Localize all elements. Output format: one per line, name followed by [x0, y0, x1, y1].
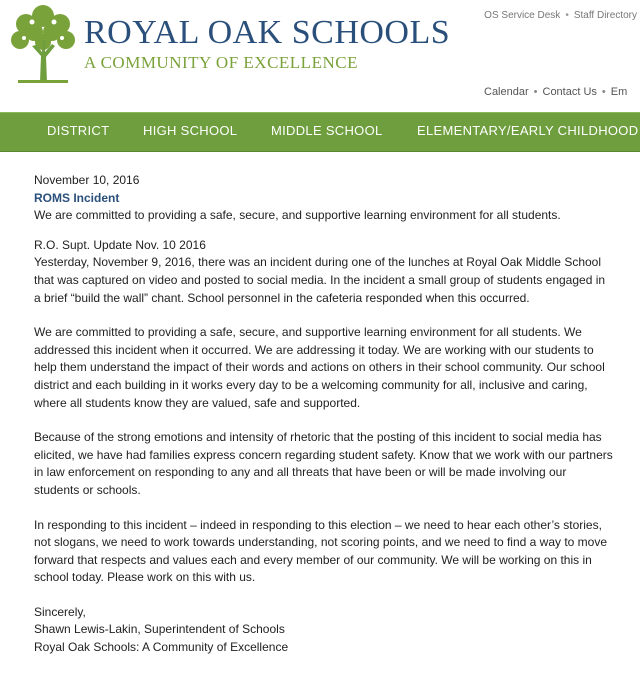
bullet-separator: •	[533, 86, 538, 98]
nav-item-elementary[interactable]: ELEMENTARY/EARLY CHILDHOOD	[417, 123, 639, 138]
brand-name[interactable]: ROYAL OAK SCHOOLS	[84, 14, 451, 51]
contact-us-link[interactable]: Contact Us	[542, 86, 597, 98]
nav-item-high-school[interactable]: HIGH SCHOOL	[143, 123, 238, 138]
signoff: Sincerely,	[34, 604, 86, 619]
email-link[interactable]: Em	[610, 86, 628, 98]
article	[34, 172, 614, 657]
article-summary: We are committed to providing a safe, secure, and supportive learning environment for all students.	[34, 208, 561, 223]
update-heading: R.O. Supt. Update Nov. 10 2016	[34, 237, 206, 252]
nav-item-middle-school[interactable]: MIDDLE SCHOOL	[271, 123, 383, 138]
calendar-link[interactable]: Calendar	[484, 86, 529, 98]
signature-name: Shawn Lewis-Lakin, Superintendent of Schools	[34, 622, 285, 637]
article-title[interactable]: ROMS Incident	[34, 190, 120, 205]
article-date: November 10, 2016	[34, 173, 140, 187]
site-header	[0, 0, 640, 110]
utility-links	[484, 86, 627, 98]
article-paragraph: Yesterday, November 9, 2016, there was an incident during one of the lunches at Royal Oak Middle School that was captured on video and posted to social media. In the incident a small group of students engaged in a brief “build the wall” chant. School personnel in the cafeteria responded when this occurred.	[34, 255, 606, 305]
article-paragraph: We are committed to providing a safe, secure, and supportive learning environment for all students. We addressed this incident when it occurred. We are addressing it today. We are working with our students to help them understand the impact of their words and actions on others in their school community. Our school district and each building in it works every day to be a welcoming community for all, inclusive and caring, where all students know they are valued, safe and supported.	[34, 325, 605, 410]
article-paragraph: In responding to this incident – indeed in responding to this election – we need to hear each other’s stories, not slogans, we need to work towards understanding, not scoring points, and we need to find a way to move forward that respects and values each and every member of our community. We will be working on this in school today. Please work on this with us.	[34, 517, 608, 585]
staff-directory-link[interactable]: Staff Directory	[573, 10, 637, 21]
brand-tagline: A COMMUNITY OF EXCELLENCE	[84, 53, 358, 72]
signature-org: Royal Oak Schools: A Community of Excellence	[34, 640, 289, 655]
oak-tree-icon[interactable]	[10, 2, 76, 84]
bullet-separator: •	[601, 86, 606, 98]
nav-item-district[interactable]: DISTRICT	[47, 123, 110, 138]
os-service-desk-link[interactable]: OS Service Desk	[484, 10, 561, 21]
top-links	[484, 10, 637, 21]
bullet-separator: •	[565, 10, 569, 21]
article-paragraph: Because of the strong emotions and intensity of rhetoric that the posting of this incident to social media has elicited, we have had families express concern regarding student safety. Know that we work with our partners in law enforcement on responding to any and all threats that have been or will be made involving our students or schools.	[34, 430, 613, 497]
main-nav	[0, 112, 640, 152]
